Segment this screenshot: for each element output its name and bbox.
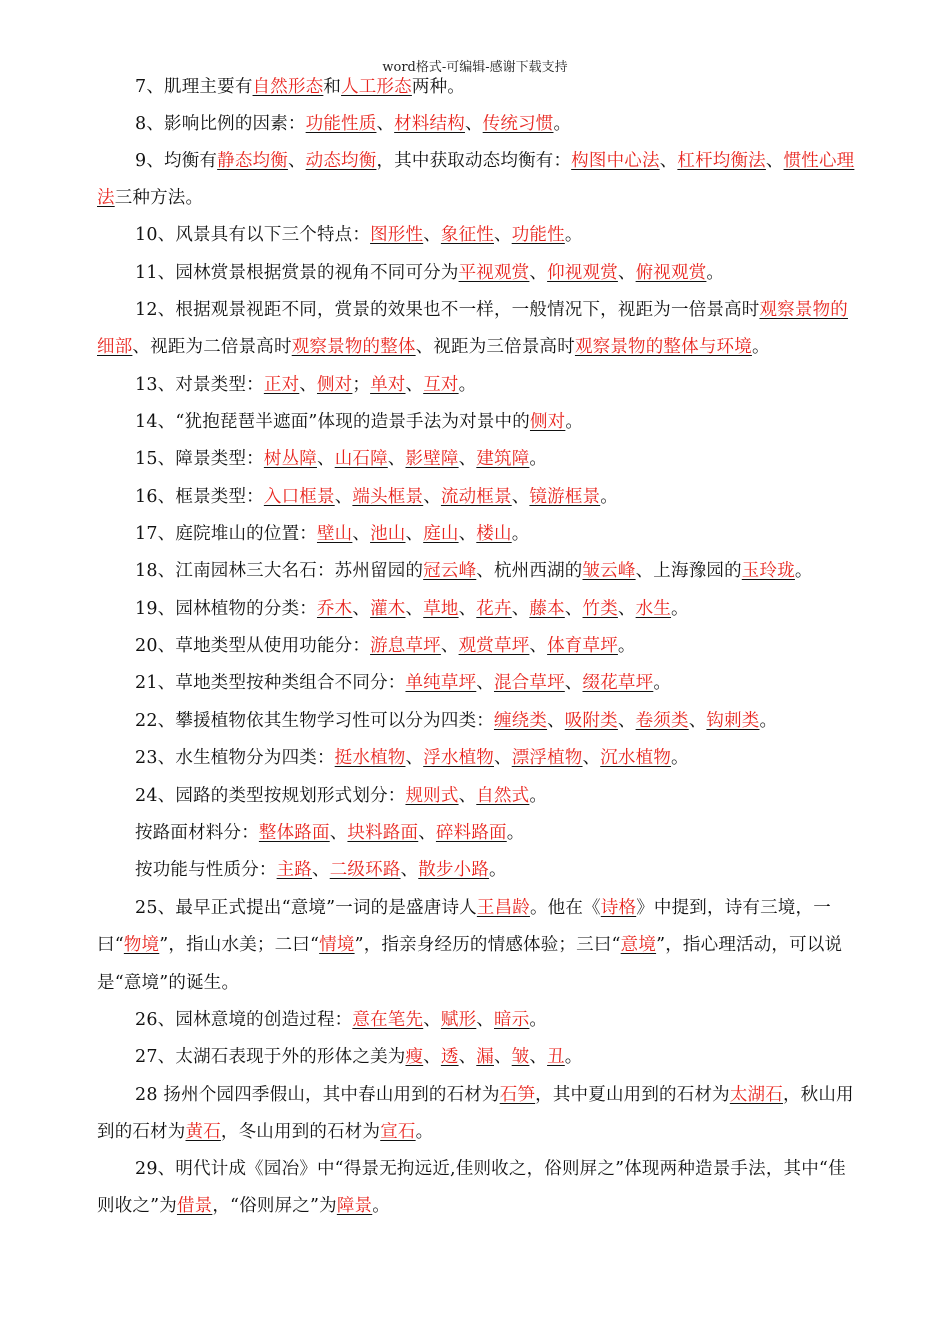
question-text: 。 bbox=[653, 673, 672, 693]
question-text: 14、“犹抱琵琶半遮面”体现的造景手法为对景中的 bbox=[135, 412, 530, 432]
question-text: 。 bbox=[564, 1047, 583, 1067]
answer-text: 水生 bbox=[635, 599, 672, 619]
answer-text: 冠云峰 bbox=[423, 561, 477, 581]
paragraph bbox=[97, 553, 857, 590]
answer-text: 单对 bbox=[370, 375, 406, 395]
question-text: ，秋山用到的石材为 bbox=[97, 1085, 854, 1143]
answer-text: 自然式 bbox=[476, 786, 530, 806]
answer-text: 物境 bbox=[123, 935, 160, 956]
question-text: 、 bbox=[423, 1047, 441, 1067]
answer-text: 缀花草坪 bbox=[582, 673, 654, 693]
question-text: 27、太湖石表现于外的形体之美为 bbox=[135, 1047, 406, 1067]
answer-text: 池山 bbox=[370, 524, 406, 544]
question-text: 。 bbox=[489, 860, 507, 880]
answer-text: 皱云峰 bbox=[582, 561, 636, 581]
question-text: ”，指亲身经历的情感体验；三曰“ bbox=[354, 935, 621, 956]
question-text: 、 bbox=[494, 225, 512, 245]
answer-text: 竹类 bbox=[582, 599, 618, 619]
question-text: 、视距为三倍景高时 bbox=[415, 337, 575, 358]
question-text: 、 bbox=[316, 449, 335, 469]
paragraph bbox=[97, 217, 857, 254]
paragraph bbox=[97, 479, 857, 516]
question-text: 8、影响比例的因素： bbox=[135, 114, 306, 134]
answer-text: 太湖石 bbox=[729, 1085, 783, 1105]
question-text: 、 bbox=[352, 524, 371, 544]
answer-text: 图形性 bbox=[370, 225, 424, 245]
question-text: ”，指山水美；二曰“ bbox=[159, 935, 320, 956]
question-text: 、 bbox=[387, 449, 406, 469]
answer-text: 漂浮植物 bbox=[511, 748, 583, 768]
paragraph bbox=[97, 69, 857, 106]
question-text: 、 bbox=[458, 449, 477, 469]
answer-text: 黄石 bbox=[185, 1122, 221, 1143]
answer-text: 玉玲珑 bbox=[741, 561, 795, 581]
question-text: 、 bbox=[529, 263, 548, 283]
question-text: 、 bbox=[423, 225, 441, 245]
paragraph bbox=[97, 1151, 857, 1226]
answer-text: 石笋 bbox=[499, 1085, 536, 1105]
paragraph bbox=[97, 852, 857, 889]
question-text: 12、根据观景视距不同，赏景的效果也不一样，一般情况下，视距为一倍景高时 bbox=[135, 300, 760, 320]
question-text: 。 bbox=[759, 711, 778, 731]
answer-text: 情境 bbox=[319, 935, 355, 956]
question-text: 、 bbox=[511, 599, 530, 619]
question-text: 。 bbox=[564, 225, 583, 245]
paragraph bbox=[97, 740, 857, 777]
paragraph bbox=[97, 292, 857, 367]
answer-text: 吸附类 bbox=[564, 711, 618, 731]
answer-text: 浮水植物 bbox=[423, 748, 494, 768]
paragraph bbox=[97, 665, 857, 702]
answer-text: 动态均衡 bbox=[305, 151, 377, 171]
question-text: 。 bbox=[671, 748, 689, 768]
question-text: 、 bbox=[529, 636, 548, 656]
paragraph bbox=[97, 143, 857, 218]
answer-text: 材料结构 bbox=[394, 114, 465, 134]
question-text: 、 bbox=[617, 711, 636, 731]
question-text: 、 bbox=[458, 786, 477, 806]
paragraph bbox=[97, 441, 857, 478]
question-text: 7、肌理主要有 bbox=[135, 77, 253, 97]
answer-text: 壁山 bbox=[316, 524, 353, 544]
question-text: 、杭州西湖的 bbox=[476, 561, 583, 581]
answer-text: 自然形态 bbox=[252, 77, 324, 97]
answer-text: 借景 bbox=[176, 1196, 213, 1217]
answer-text: 规则式 bbox=[405, 786, 459, 806]
question-text: 。 bbox=[372, 1196, 390, 1217]
question-text: 按功能与性质分： bbox=[135, 860, 277, 880]
answer-text: 观察景物的整体 bbox=[291, 337, 416, 358]
question-text: 。 bbox=[617, 636, 636, 656]
question-text: 9、均衡有 bbox=[135, 151, 218, 171]
paragraph bbox=[97, 1039, 857, 1076]
answer-text: 乔木 bbox=[316, 599, 353, 619]
answer-text: 二级环路 bbox=[329, 860, 401, 880]
question-text: 11、园林赏景根据赏景的视角不同可分为 bbox=[135, 263, 459, 283]
answer-text: 楼山 bbox=[476, 524, 512, 544]
question-text: 、 bbox=[376, 114, 395, 134]
answer-text: 构图中心法 bbox=[571, 151, 660, 171]
question-text: 。 bbox=[458, 375, 477, 395]
question-text: 。 bbox=[706, 263, 725, 283]
question-text: 21、草地类型按种类组合不同分： bbox=[135, 673, 406, 693]
question-text: 。他在《 bbox=[529, 898, 601, 918]
question-text: 。 bbox=[751, 337, 770, 358]
paragraph bbox=[97, 628, 857, 665]
question-text: 13、对景类型： bbox=[135, 375, 264, 395]
answer-text: 缠绕类 bbox=[493, 711, 548, 731]
paragraph bbox=[97, 255, 857, 292]
paragraph bbox=[97, 890, 857, 1002]
answer-text: 山石障 bbox=[334, 449, 388, 469]
question-text: 。 bbox=[529, 1010, 548, 1030]
question-text: 。 bbox=[794, 561, 813, 581]
answer-text: 透 bbox=[440, 1047, 459, 1067]
answer-text: 静态均衡 bbox=[217, 151, 288, 171]
question-text: 、 bbox=[400, 860, 419, 880]
question-text: 、 bbox=[617, 263, 636, 283]
answer-text: 传统习惯 bbox=[482, 114, 554, 134]
answer-text: 漏 bbox=[476, 1047, 494, 1067]
answer-text: 惯性心理法 bbox=[97, 151, 855, 209]
answer-text: 庭山 bbox=[423, 524, 459, 544]
paragraph bbox=[97, 106, 857, 143]
paragraph bbox=[97, 367, 857, 404]
question-text: 。 bbox=[553, 114, 572, 134]
answer-text: 整体路面 bbox=[258, 823, 330, 843]
question-text: 。 bbox=[565, 412, 584, 432]
question-text: 按路面材料分： bbox=[135, 823, 259, 843]
question-text: 20、草地类型从使用功能分： bbox=[135, 636, 371, 656]
question-text: 。 bbox=[506, 823, 525, 843]
question-text: 、 bbox=[329, 823, 348, 843]
question-text: 、 bbox=[464, 114, 483, 134]
question-text: 、 bbox=[312, 860, 330, 880]
answer-text: 功能性质 bbox=[305, 114, 377, 134]
question-text: 、 bbox=[582, 748, 601, 768]
answer-text: 人工形态 bbox=[341, 77, 412, 97]
answer-text: 赋形 bbox=[440, 1010, 477, 1030]
question-text: 三种方法。 bbox=[114, 188, 204, 209]
question-text: 、 bbox=[458, 599, 477, 619]
question-text: 、 bbox=[493, 1047, 512, 1067]
question-text: 、视距为二倍景高时 bbox=[132, 337, 292, 358]
answer-text: 丑 bbox=[547, 1047, 565, 1067]
answer-text: 卷须类 bbox=[635, 711, 689, 731]
question-text: 22、攀援植物依其生物学习性可以分为四类： bbox=[135, 711, 494, 731]
answer-text: 树丛障 bbox=[263, 449, 317, 469]
question-text: 、 bbox=[352, 599, 371, 619]
question-text: 、 bbox=[334, 487, 353, 507]
question-text: 。 bbox=[529, 449, 548, 469]
answer-text: 暗示 bbox=[494, 1010, 530, 1030]
answer-text: 瘦 bbox=[405, 1047, 424, 1067]
question-text: 、 bbox=[405, 748, 424, 768]
paragraph bbox=[97, 591, 857, 628]
question-text: 、 bbox=[564, 599, 583, 619]
answer-text: 单纯草坪 bbox=[405, 673, 477, 693]
answer-text: 混合草坪 bbox=[493, 673, 565, 693]
question-text: 、 bbox=[458, 524, 477, 544]
question-text: 、 bbox=[511, 487, 530, 507]
question-text: 两种。 bbox=[411, 77, 465, 97]
answer-text: 主路 bbox=[276, 860, 313, 880]
question-text: 、 bbox=[659, 151, 678, 171]
question-text: 、 bbox=[617, 599, 636, 619]
answer-text: 花卉 bbox=[476, 599, 512, 619]
question-text: ，其中夏山用到的石材为 bbox=[535, 1085, 730, 1105]
answer-text: 仰视观赏 bbox=[547, 263, 618, 283]
answer-text: 灌木 bbox=[370, 599, 406, 619]
question-text: 、 bbox=[765, 151, 784, 171]
question-text: 、 bbox=[529, 1047, 548, 1067]
question-text: 23、水生植物分为四类： bbox=[135, 748, 335, 768]
answer-text: 王昌龄 bbox=[476, 898, 530, 918]
question-text: 15、障景类型： bbox=[135, 449, 264, 469]
answer-text: 杠杆均衡法 bbox=[677, 151, 766, 171]
question-text: 、 bbox=[440, 636, 459, 656]
answer-text: 诗格 bbox=[600, 898, 637, 918]
question-text: 。 bbox=[511, 524, 530, 544]
question-text: 10、风景具有以下三个特点： bbox=[135, 225, 371, 245]
answer-text: 侧对 bbox=[316, 375, 353, 395]
paragraph bbox=[97, 404, 857, 441]
question-text: 26、园林意境的创造过程： bbox=[135, 1010, 353, 1030]
question-text: 。 bbox=[415, 1122, 434, 1143]
question-text: 、 bbox=[476, 673, 494, 693]
question-text: 、 bbox=[287, 151, 306, 171]
answer-text: 侧对 bbox=[529, 412, 566, 432]
question-text: 、 bbox=[423, 1010, 441, 1030]
paragraph bbox=[97, 516, 857, 553]
question-text: 18、江南园林三大名石：苏州留园的 bbox=[135, 561, 424, 581]
question-text: ”，指心理活动，可以说是“意境”的诞生。 bbox=[97, 935, 843, 993]
page-header: word格式-可编辑-感谢下载支持 bbox=[382, 60, 568, 75]
paragraph bbox=[97, 778, 857, 815]
answer-text: 观察景物的细部 bbox=[97, 300, 848, 358]
question-text: 、 bbox=[299, 375, 317, 395]
answer-text: 象征性 bbox=[440, 225, 494, 245]
answer-text: 镜游框景 bbox=[529, 487, 601, 507]
answer-text: 观察景物的整体与环境 bbox=[574, 337, 752, 358]
answer-text: 散步小路 bbox=[418, 860, 490, 880]
question-text: 、 bbox=[494, 748, 512, 768]
question-text: 、 bbox=[405, 599, 424, 619]
question-text: 、 bbox=[476, 1010, 494, 1030]
question-text: 。 bbox=[529, 786, 548, 806]
answer-text: 体育草坪 bbox=[547, 636, 618, 656]
question-text: 24、园路的类型按规划形式划分： bbox=[135, 786, 406, 806]
answer-text: 影壁障 bbox=[405, 449, 459, 469]
question-text: 16、框景类型： bbox=[135, 487, 264, 507]
answer-text: 草地 bbox=[423, 599, 459, 619]
answer-text: 建筑障 bbox=[476, 449, 530, 469]
answer-text: 意在笔先 bbox=[352, 1010, 424, 1030]
question-text: 、 bbox=[688, 711, 707, 731]
question-text: 、 bbox=[418, 823, 436, 843]
question-text: 、 bbox=[547, 711, 565, 731]
answer-text: 游息草坪 bbox=[370, 636, 441, 656]
question-text: 。 bbox=[600, 487, 618, 507]
question-text: 、 bbox=[405, 524, 424, 544]
answer-text: 平视观赏 bbox=[458, 263, 530, 283]
answer-text: 挺水植物 bbox=[334, 748, 406, 768]
question-text: 29、明代计成《园冶》中“得景无拘远近,佳则收之，俗则屏之”体现两种造景手法，其中“佳则收之”为 bbox=[97, 1159, 846, 1217]
answer-text: 观赏草坪 bbox=[458, 636, 530, 656]
answer-text: 宣石 bbox=[380, 1122, 416, 1143]
answer-text: 正对 bbox=[263, 375, 300, 395]
question-text: 、 bbox=[458, 1047, 477, 1067]
answer-text: 功能性 bbox=[511, 225, 565, 245]
answer-text: 障景 bbox=[336, 1196, 373, 1217]
answer-text: 俯视观赏 bbox=[635, 263, 707, 283]
answer-text: 互对 bbox=[423, 375, 459, 395]
paragraph bbox=[97, 815, 857, 852]
answer-text: 意境 bbox=[620, 935, 657, 956]
question-text: 、 bbox=[405, 375, 424, 395]
question-text: ； bbox=[352, 375, 371, 395]
answer-text: 块料路面 bbox=[347, 823, 419, 843]
question-text: 。 bbox=[671, 599, 689, 619]
answer-text: 端头框景 bbox=[352, 487, 424, 507]
paragraph bbox=[97, 1077, 857, 1152]
paragraph bbox=[97, 1002, 857, 1039]
paragraph bbox=[97, 703, 857, 740]
question-text: 、上海豫园的 bbox=[635, 561, 742, 581]
question-text: 28 扬州个园四季假山，其中春山用到的石材为 bbox=[135, 1085, 500, 1105]
answer-text: 钩刺类 bbox=[706, 711, 760, 731]
question-text: 19、园林植物的分类： bbox=[135, 599, 317, 619]
question-text: ，“俗则屏之”为 bbox=[212, 1196, 337, 1217]
answer-text: 藤本 bbox=[529, 599, 565, 619]
question-text: 、 bbox=[423, 487, 441, 507]
question-text: 》中提到，诗有三境，一曰“ bbox=[97, 898, 831, 956]
answer-text: 皱 bbox=[511, 1047, 530, 1067]
answer-text: 流动框景 bbox=[440, 487, 512, 507]
question-text: ，其中获取动态均衡有： bbox=[376, 151, 572, 171]
answer-text: 沉水植物 bbox=[600, 748, 672, 768]
answer-text: 入口框景 bbox=[263, 487, 335, 507]
question-text: 和 bbox=[323, 77, 342, 97]
question-text: ，冬山用到的石材为 bbox=[220, 1122, 381, 1143]
question-text: 17、庭院堆山的位置： bbox=[135, 524, 317, 544]
question-text: 25、最早正式提出“意境”一词的是盛唐诗人 bbox=[135, 898, 477, 918]
answer-text: 碎料路面 bbox=[435, 823, 507, 843]
question-text: 、 bbox=[564, 673, 583, 693]
